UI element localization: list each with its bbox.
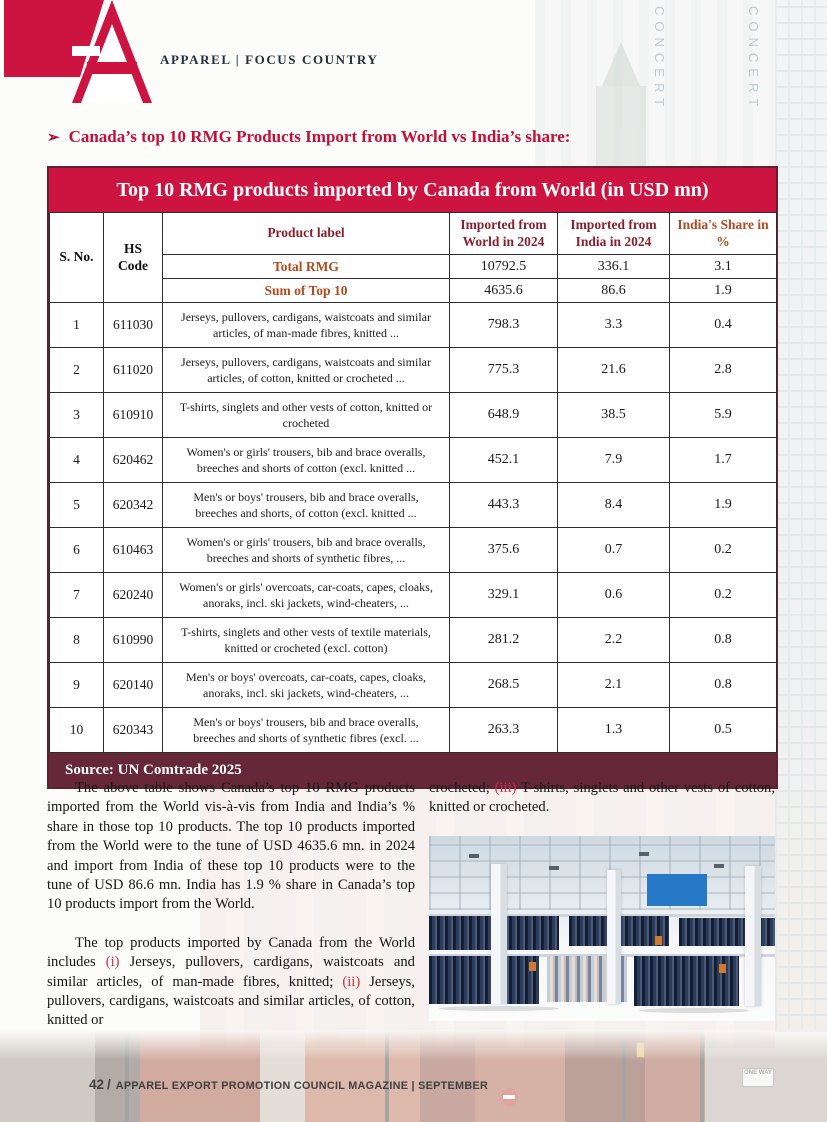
summary-label: Sum of Top 10 <box>163 279 450 303</box>
cell-share: 0.2 <box>670 573 777 618</box>
summary-share-value: 3.1 <box>670 255 777 279</box>
cell-share: 0.4 <box>670 303 777 348</box>
paragraph <box>47 934 415 1031</box>
footer-text: APPAREL EXPORT PROMOTION COUNCIL MAGAZINE | SEPTEMBER <box>115 1080 489 1092</box>
paragraph <box>429 779 775 818</box>
section-heading <box>47 127 767 147</box>
paragraph <box>47 779 415 915</box>
cell-label: Men's or boys' trousers, bib and brace overalls, breeches and shorts of synthetic fibres (excl. ... <box>163 708 450 753</box>
cell-share: 0.8 <box>670 618 777 663</box>
street-building <box>565 1030 645 1122</box>
cell-hs: 620342 <box>104 483 163 528</box>
blue-store-sign <box>647 874 707 906</box>
street-building <box>645 1030 705 1122</box>
spire-cap <box>601 42 641 88</box>
ceiling-light <box>549 866 559 870</box>
table-title: Top 10 RMG products imported by Canada from World (in USD mn) <box>49 168 776 212</box>
cell-hs: 620140 <box>104 663 163 708</box>
text-segment: Jerseys, pullovers, cardigans, waistcoats and similar articles, of cotton, knitted or <box>47 973 415 1029</box>
cell-sno: 7 <box>50 573 104 618</box>
product-row <box>50 708 777 753</box>
cell-sno: 8 <box>50 618 104 663</box>
cell-share: 2.8 <box>670 348 777 393</box>
price-tag <box>655 936 662 945</box>
rmg-import-table <box>47 166 778 789</box>
section-heading-text: Canada’s top 10 RMG Products Import from World vs India’s share: <box>68 127 571 146</box>
product-row <box>50 528 777 573</box>
store-pillar <box>745 866 761 1006</box>
cell-hs: 610463 <box>104 528 163 573</box>
text-segment: Jerseys, pullovers, cardigans, waistcoats and similar articles, of man-made fibres, knitted; <box>47 954 415 990</box>
cell-sno: 4 <box>50 438 104 483</box>
cell-world: 268.5 <box>450 663 558 708</box>
cell-hs: 620240 <box>104 573 163 618</box>
cell-india: 2.1 <box>558 663 670 708</box>
cell-india: 0.6 <box>558 573 670 618</box>
street-pole <box>622 1030 626 1122</box>
cell-label: Women's or girls' trousers, bib and brace overalls, breeches and shorts of cotton (excl. knitted ... <box>163 438 450 483</box>
cell-india: 8.4 <box>558 483 670 528</box>
col-header-sno: S. No. <box>50 213 104 303</box>
cell-sno: 1 <box>50 303 104 348</box>
cell-world: 452.1 <box>450 438 558 483</box>
cell-hs: 610990 <box>104 618 163 663</box>
cell-world: 263.3 <box>450 708 558 753</box>
photo-ceiling <box>429 836 775 910</box>
ceiling-light <box>714 864 724 868</box>
cell-world: 375.6 <box>450 528 558 573</box>
col-header-imported-india: Imported from India in 2024 <box>558 213 670 255</box>
table-header-row <box>50 213 777 255</box>
cell-india: 38.5 <box>558 393 670 438</box>
ref-marker: (ii) <box>342 973 361 990</box>
brand-logo-a-icon <box>62 0 158 103</box>
col-header-hscode: HS Code <box>104 213 163 303</box>
cell-sno: 9 <box>50 663 104 708</box>
product-row <box>50 573 777 618</box>
ceiling-light <box>469 854 479 858</box>
cell-india: 0.7 <box>558 528 670 573</box>
text-segment: T-shirts, singlets and other vests of cotton, knitted or crocheted. <box>429 780 775 816</box>
floor-shadow <box>639 1008 749 1013</box>
product-row <box>50 393 777 438</box>
product-row <box>50 348 777 393</box>
cell-india: 7.9 <box>558 438 670 483</box>
cell-hs: 611030 <box>104 303 163 348</box>
cell-world: 775.3 <box>450 348 558 393</box>
summary-india-value: 86.6 <box>558 279 670 303</box>
page-number: 42 <box>89 1077 105 1092</box>
floor-shadow <box>439 1006 559 1011</box>
cell-hs: 620343 <box>104 708 163 753</box>
product-row <box>50 483 777 528</box>
price-tag <box>529 962 536 971</box>
store-pillar <box>607 870 621 1004</box>
cell-india: 21.6 <box>558 348 670 393</box>
one-way-sign: ONE WAY <box>742 1068 774 1087</box>
ceiling-light <box>639 852 649 856</box>
cell-world: 798.3 <box>450 303 558 348</box>
summary-share-value: 1.9 <box>670 279 777 303</box>
cell-sno: 2 <box>50 348 104 393</box>
cell-sno: 6 <box>50 528 104 573</box>
cell-label: T-shirts, singlets and other vests of textile materials, knitted or crocheted (excl. cotton) <box>163 618 450 663</box>
product-row <box>50 303 777 348</box>
footer-separator: / <box>107 1077 111 1092</box>
text-segment: The top products imported by Canada from the World includes <box>47 934 415 971</box>
ref-marker: (i) <box>105 954 120 971</box>
cell-world: 329.1 <box>450 573 558 618</box>
cell-label: T-shirts, singlets and other vests of cotton, knitted or crocheted <box>163 393 450 438</box>
product-row <box>50 618 777 663</box>
cell-india: 3.3 <box>558 303 670 348</box>
cell-label: Jerseys, pullovers, cardigans, waistcoats and similar articles, of man-made fibres, knitted ... <box>163 303 450 348</box>
cell-label: Women's or girls' trousers, bib and brace overalls, breeches and shorts of synthetic fibres, ... <box>163 528 450 573</box>
article-column-right <box>429 779 775 837</box>
table-grid <box>49 212 777 753</box>
article-column-left <box>47 779 415 1050</box>
street-building <box>475 1030 565 1122</box>
cell-sno: 5 <box>50 483 104 528</box>
col-header-product-label: Product label <box>163 213 450 255</box>
street-pole <box>700 1030 704 1122</box>
cell-share: 0.8 <box>670 663 777 708</box>
cell-share: 0.5 <box>670 708 777 753</box>
summary-world-value: 10792.5 <box>450 255 558 279</box>
background-building-right-strip <box>775 0 827 1032</box>
cell-india: 2.2 <box>558 618 670 663</box>
cell-india: 1.3 <box>558 708 670 753</box>
product-row <box>50 663 777 708</box>
price-tag <box>719 964 726 973</box>
cell-hs: 620462 <box>104 438 163 483</box>
cell-sno: 3 <box>50 393 104 438</box>
cell-label: Men's or boys' trousers, bib and brace overalls, breeches and shorts, of cotton (excl. knitted ... <box>163 483 450 528</box>
clothing-store-photo <box>429 836 775 1021</box>
cell-label: Jerseys, pullovers, cardigans, waistcoats and similar articles, of cotton, knitted or crocheted ... <box>163 348 450 393</box>
cell-share: 0.2 <box>670 528 777 573</box>
street-building <box>705 1030 827 1122</box>
cell-label: Women's or girls' overcoats, car-coats, capes, cloaks, anoraks, incl. ski jackets, wind-cheaters, ... <box>163 573 450 618</box>
clothes-rack <box>429 956 539 1004</box>
cell-world: 443.3 <box>450 483 558 528</box>
page-footer <box>89 1076 488 1094</box>
cell-hs: 611020 <box>104 348 163 393</box>
traffic-light <box>636 1042 645 1058</box>
summary-label: Total RMG <box>163 255 450 279</box>
masthead-title: APPAREL | FOCUS COUNTRY <box>160 52 379 67</box>
cell-hs: 610910 <box>104 393 163 438</box>
background-watermark-concert: CONCERT <box>746 6 761 113</box>
text-segment: crocheted; <box>429 780 495 796</box>
cell-world: 648.9 <box>450 393 558 438</box>
building-window-grid <box>775 0 827 1032</box>
table-source: Source: UN Comtrade 2025 <box>49 753 776 787</box>
ref-marker: (iii) <box>494 780 517 796</box>
cell-share: 1.9 <box>670 483 777 528</box>
summary-india-value: 336.1 <box>558 255 670 279</box>
cell-share: 1.7 <box>670 438 777 483</box>
cell-share: 5.9 <box>670 393 777 438</box>
text-segment: The above table shows Canada’s top 10 RMG products imported from the World vis-à-vis from India and India’s % share in those top 10 products. The top 10 products imported from the World were to the tune of USD 4635.6 mn. in 2024 and import from India of these top 10 products were to the tune of USD 86.6 mn. India has 1.9 % share in Canada’s top 10 products import from the World. <box>47 780 415 913</box>
background-watermark-concert: CONCERT <box>652 6 667 113</box>
cell-sno: 10 <box>50 708 104 753</box>
store-pillar <box>491 864 507 1004</box>
summary-world-value: 4635.6 <box>450 279 558 303</box>
background-church-spire <box>586 42 656 170</box>
table-body <box>50 213 777 753</box>
col-header-india-share: India's Share in % <box>670 213 777 255</box>
no-entry-sign <box>500 1088 518 1106</box>
product-row <box>50 438 777 483</box>
col-header-imported-world: Imported from World in 2024 <box>450 213 558 255</box>
cell-world: 281.2 <box>450 618 558 663</box>
cell-label: Men's or boys' overcoats, car-coats, capes, cloaks, anoraks, incl. ski jackets, wind-cheaters, ... <box>163 663 450 708</box>
arrow-bullet-icon: ➢ <box>47 130 60 146</box>
